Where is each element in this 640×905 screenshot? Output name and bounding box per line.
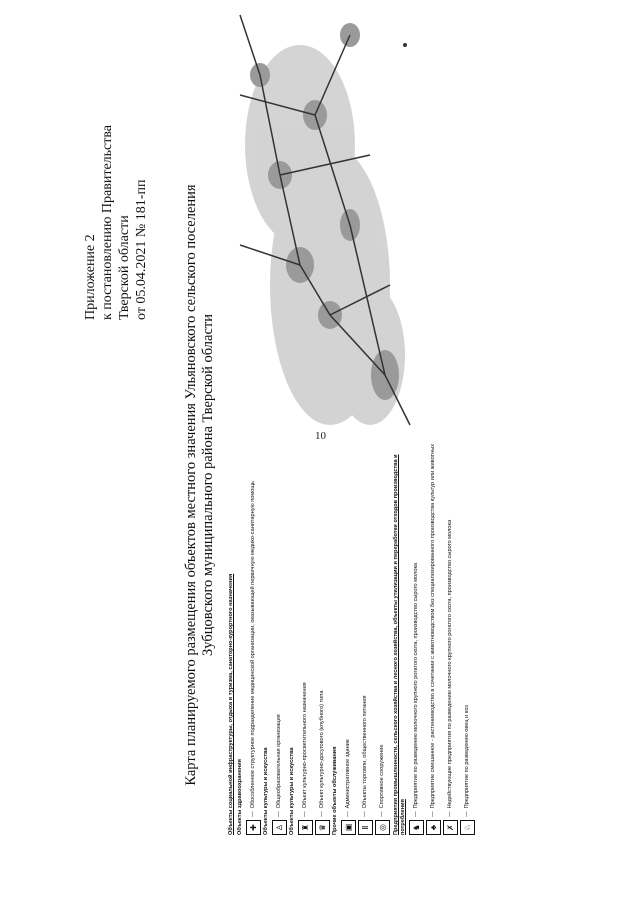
legend-label: Предприятие смешанное - растениеводство в сочетании с животноводством без специализированного производства культур или животных (430, 443, 436, 809)
club-icon: ♛ (315, 820, 330, 835)
shop-icon: Ⅱ (358, 820, 373, 835)
legend-service-title: Прочие объекты обслуживания (332, 746, 338, 835)
map-legend (225, 435, 477, 835)
cattle-icon: ♞ (409, 820, 424, 835)
legend-row: ♜ — Объект культурно-просветительного назначения (298, 435, 313, 835)
legend-label: Предприятие по разведению овец и коз (464, 705, 470, 809)
school-icon: ♙ (272, 820, 287, 835)
sport-icon: ◎ (375, 820, 390, 835)
appendix-line-2: к постановлению Правительства (100, 124, 115, 320)
legend-row: ◎ — Спортивное сооружение (375, 435, 390, 835)
legend-row: ♘ — Предприятие по разведению овец и коз (460, 435, 475, 835)
appendix-line-4: от 05.04.2021 № 181-пп (134, 179, 149, 320)
legend-edu-title: Объекты культуры и искусства (263, 747, 269, 835)
legend-label: Спортивное сооружение (379, 744, 385, 809)
medical-icon: ✚ (246, 820, 261, 835)
legend-health-title: Объекты здравоохранения (237, 759, 243, 835)
map-title (183, 125, 217, 845)
sheep-icon: ♘ (460, 820, 475, 835)
appendix-line-1: Приложение 2 (83, 234, 98, 320)
appendix-line-3: Тверской области (117, 215, 132, 320)
legend-section-industry: Предприятия промышленности, сельского хозяйства и лесного хозяйства, объекты утилизации и переработки отходов производства и потребления (393, 454, 406, 835)
inactive-farm-icon: ✗ (443, 820, 458, 835)
title-line-1: Карта планируемого размещения объектов местного значения Ульяновского сельского поселения (183, 184, 199, 786)
admin-building-icon: ▣ (341, 820, 356, 835)
mixed-farm-icon: ♣ (426, 820, 441, 835)
legend-row: Ⅱ — Объекты торговли, общественного питания (358, 435, 373, 835)
legend-label: Административное здание (345, 739, 351, 809)
legend-label: Предприятие по разведению молочного крупного рогатого скота, производство сырого молока (413, 562, 419, 809)
legend-label: Объект культурно-досугового (клубного) типа (319, 690, 325, 809)
legend-label: Недействующие предприятия по разведению молочного крупного рогатого скота, производство сырого молока (447, 519, 453, 809)
culture-icon: ♜ (298, 820, 313, 835)
legend-label: Общеобразовательная организация (276, 714, 282, 809)
page-number: 10 (315, 430, 326, 442)
legend-label: Обособленное структурное подразделение медицинской организации, оказывающей первичную медико-санитарную помощь (250, 481, 256, 809)
legend-row: ♣ — Предприятие смешанное - растениеводство в сочетании с животноводством без специализированного производства культур или животных (426, 435, 441, 835)
legend-row: ♙ — Общеобразовательная организация (272, 435, 287, 835)
legend-section-social: Объекты социальной инфраструктуры, отдыха и туризма, санаторно-курортного назначения (228, 573, 234, 835)
legend-row: ▣ — Административное здание (341, 435, 356, 835)
legend-culture-title: Объекты культуры и искусства (289, 747, 295, 835)
legend-row: ✚ — Обособленное структурное подразделение медицинской организации, оказывающей первичную медико-санитарную помощь (246, 435, 261, 835)
legend-row: ♞ — Предприятие по разведению молочного крупного рогатого скота, производство сырого молока (409, 435, 424, 835)
settlement-map (220, 5, 420, 435)
legend-label: Объекты торговли, общественного питания (362, 695, 368, 809)
title-line-2: Зубцовского муниципального района Тверской области (200, 314, 216, 656)
appendix-block (82, 60, 150, 320)
legend-row: ♛ — Объект культурно-досугового (клубного) типа (315, 435, 330, 835)
legend-row: ✗ — Недействующие предприятия по разведению молочного крупного рогатого скота, производство сырого молока (443, 435, 458, 835)
legend-label: Объект культурно-просветительного назначения (302, 682, 308, 809)
